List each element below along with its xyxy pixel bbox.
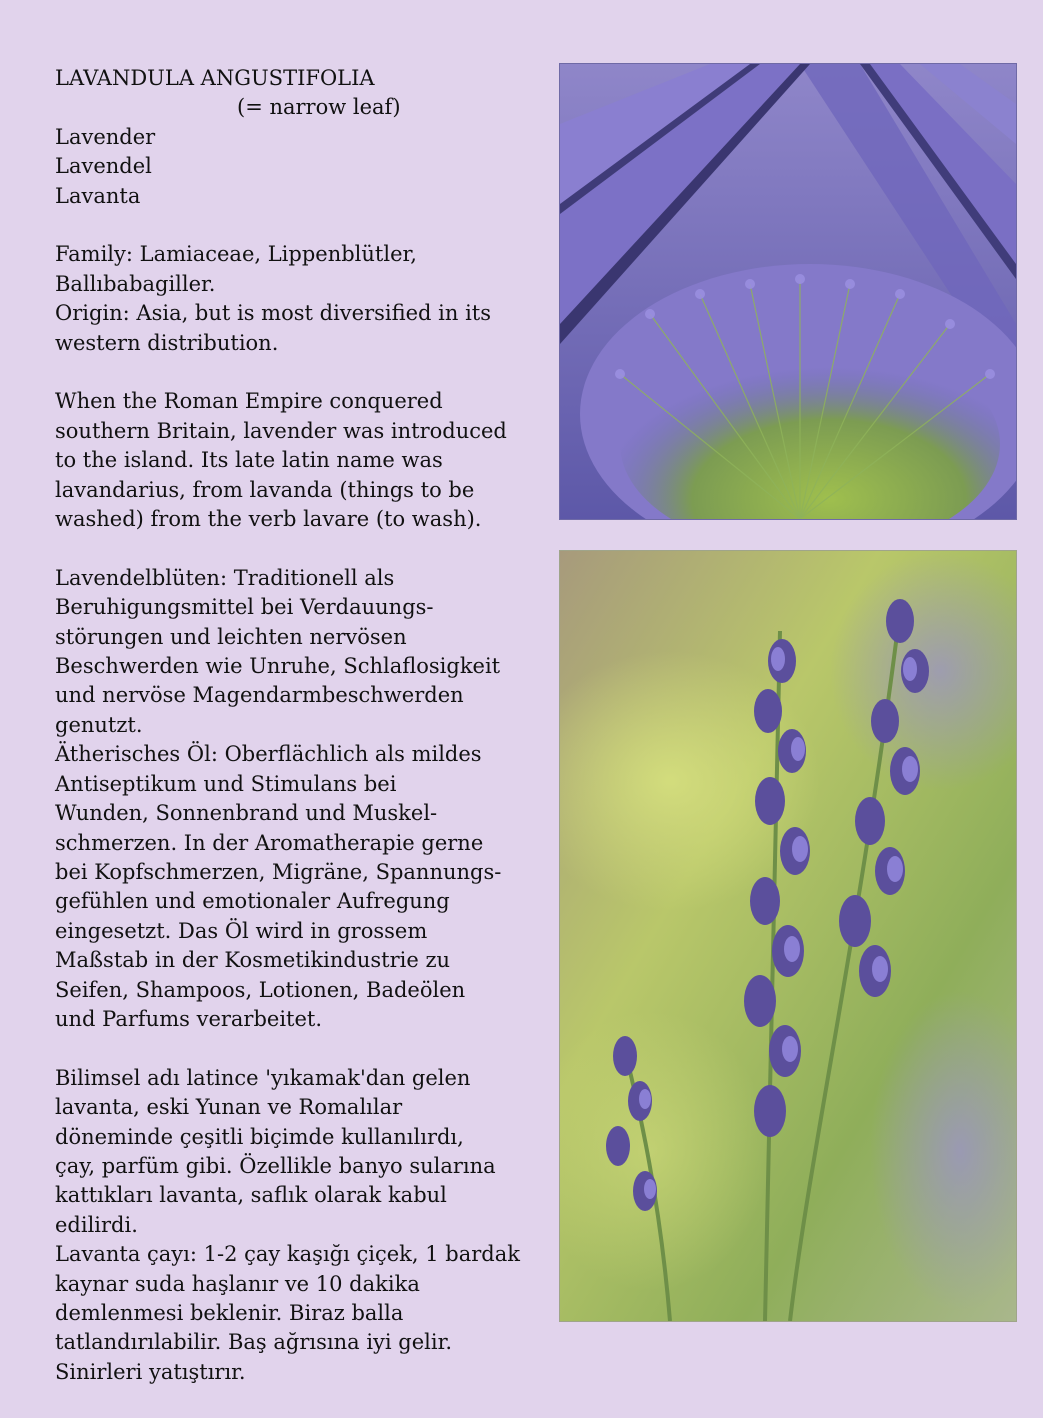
- text-line: und Parfums verarbeitet.: [55, 1006, 323, 1031]
- lavender-field-photo: [559, 63, 1017, 520]
- common-name-de: Lavendel: [55, 154, 152, 179]
- text-line: Lavendelblüten: Traditionell als: [55, 565, 395, 590]
- text-line: eingesetzt. Das Öl wird in grossem: [55, 918, 428, 943]
- classification-block: [55, 240, 505, 358]
- text-line: gefühlen und emotionaler Aufregung: [55, 889, 450, 914]
- text-line: kaynar suda haşlanır ve 10 dakika: [55, 1271, 420, 1296]
- history-en-paragraph: [55, 387, 505, 534]
- text-line: çay, parfüm gibi. Özellikle banyo sularına: [55, 1153, 496, 1178]
- info-tr-paragraph: [55, 1064, 520, 1387]
- lavender-field-image: [560, 64, 1016, 519]
- lavender-closeup-image: [560, 551, 1016, 1321]
- family-line: Family: Lamiaceae, Lippenblütler,: [55, 242, 417, 267]
- text-line: Beschwerden wie Unruhe, Schlaflosigkeit: [55, 654, 501, 679]
- text-line: demlenmesi beklenir. Biraz balla: [55, 1301, 404, 1325]
- text-line: tatlandırılabilir. Baş ağrısına iyi gelir.: [55, 1330, 453, 1355]
- text-line: to the island. Its late latin name was: [55, 448, 443, 473]
- name-meaning: (= narrow leaf): [237, 95, 401, 120]
- text-line: döneminde çeşitli biçimde kullanılırdı,: [55, 1124, 464, 1149]
- text-line: bei Kopfschmerzen, Migräne, Spannungs-: [55, 859, 502, 884]
- text-line: washed) from the verb lavare (to wash).: [55, 507, 482, 532]
- text-line: störungen und leichten nervösen: [55, 624, 407, 649]
- text-line: lavanta, eski Yunan ve Romalılar: [55, 1095, 403, 1120]
- family-line: Ballıbabagiller.: [55, 271, 216, 296]
- text-line: Maßstab in der Kosmetikindustrie zu: [55, 948, 451, 973]
- text-line: Beruhigungsmittel bei Verdauungs-: [55, 595, 434, 620]
- text-line: When the Roman Empire conquered: [55, 389, 443, 414]
- lavender-closeup-photo: [559, 550, 1017, 1322]
- text-line: edilirdi.: [55, 1212, 138, 1237]
- uses-de-paragraph: [55, 564, 505, 1035]
- text-line: kattıkları lavanta, saflık olarak kabul: [55, 1183, 447, 1208]
- text-line: Wunden, Sonnenbrand und Muskel-: [55, 801, 438, 826]
- text-line: Seifen, Shampoos, Lotionen, Badeölen: [55, 977, 466, 1002]
- text-line: lavandarius, from lavanda (things to be: [55, 477, 475, 502]
- common-name-en: Lavender: [55, 124, 156, 149]
- origin-line: Origin: Asia, but is most diversified in its: [55, 301, 492, 326]
- text-line: schmerzen. In der Aromatherapie gerne: [55, 830, 484, 855]
- text-line: southern Britain, lavender was introduced: [55, 418, 507, 443]
- text-line: Antiseptikum und Stimulans bei: [55, 771, 397, 796]
- text-line: Ätherisches Öl: Oberflächlich als mildes: [55, 742, 482, 767]
- text-line: genutzt.: [55, 712, 143, 737]
- latin-name-heading: LAVANDULA ANGUSTIFOLIA: [55, 66, 375, 90]
- text-line: Sinirleri yatıştırır.: [55, 1359, 246, 1384]
- text-column: [55, 64, 520, 1387]
- origin-line: western distribution.: [55, 330, 279, 355]
- text-line: Lavanta çayı: 1-2 çay kaşığı çiçek, 1 bardak: [55, 1242, 520, 1267]
- text-line: und nervöse Magendarmbeschwerden: [55, 683, 464, 708]
- common-name-tr: Lavanta: [55, 183, 141, 208]
- text-line: Bilimsel adı latince 'yıkamak'dan gelen: [55, 1065, 471, 1090]
